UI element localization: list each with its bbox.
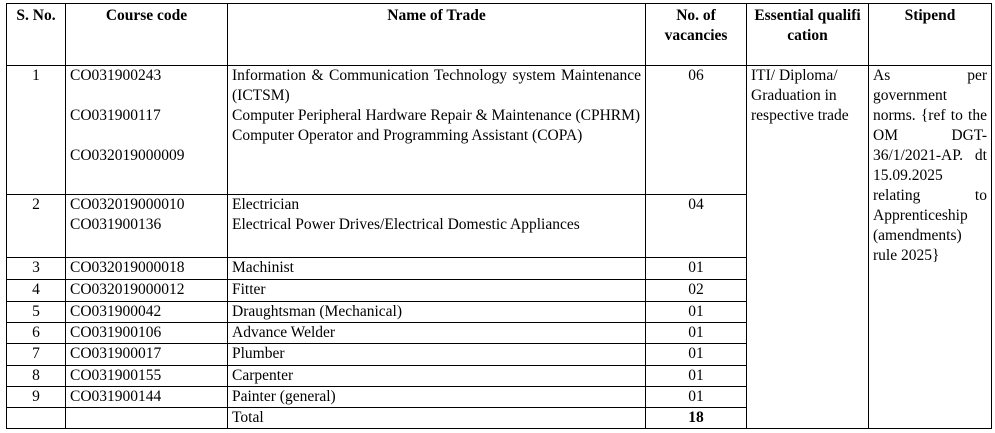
cell-name-of-trade: Draughtsman (Mechanical): [228, 302, 646, 323]
trade-name: Electrician: [232, 196, 300, 213]
cell-vacancies: 01: [646, 387, 747, 408]
course-code: CO031900136: [70, 216, 162, 233]
cell-vacancies: 06: [646, 66, 747, 195]
trades-table: [6, 3, 992, 429]
course-code: CO031900243: [70, 67, 162, 84]
cell-course-code: [66, 195, 228, 258]
cell-sno: 6: [7, 323, 66, 344]
course-code: CO031900117: [70, 107, 161, 124]
trade-name: Computer Operator and Programming Assistant (COPA): [232, 127, 583, 144]
cell-sno: 9: [7, 387, 66, 408]
header-course-code: Course code: [66, 4, 228, 66]
total-value: 18: [646, 408, 747, 429]
cell-course-code: CO031900155: [66, 366, 228, 387]
cell-sno: 1: [7, 66, 66, 195]
cell-empty: [7, 408, 66, 429]
cell-course-code: CO031900017: [66, 344, 228, 366]
cell-name-of-trade: [228, 66, 646, 195]
cell-course-code: CO031900106: [66, 323, 228, 344]
cell-course-code: CO031900042: [66, 302, 228, 323]
header-stipend: Stipend: [869, 4, 992, 66]
cell-sno: 8: [7, 366, 66, 387]
header-name-of-trade: Name of Trade: [228, 4, 646, 66]
cell-empty: [66, 408, 228, 429]
cell-vacancies: 01: [646, 323, 747, 344]
cell-course-code: CO032019000012: [66, 280, 228, 302]
header-qualification: Essential qualification: [747, 4, 869, 66]
course-code: CO032019000009: [70, 147, 185, 164]
cell-sno: 5: [7, 302, 66, 323]
cell-vacancies: 04: [646, 195, 747, 258]
trade-name: Computer Peripheral Hardware Repair & Maintenance (CPHRM): [232, 107, 641, 124]
cell-name-of-trade: Carpenter: [228, 366, 646, 387]
header-row: [7, 4, 992, 66]
table-row: [7, 66, 992, 195]
cell-vacancies: 01: [646, 302, 747, 323]
trade-name: Electrical Power Drives/Electrical Domestic Appliances: [232, 216, 580, 233]
course-code: CO032019000010: [70, 196, 185, 213]
cell-course-code: CO031900144: [66, 387, 228, 408]
total-label: Total: [228, 408, 646, 429]
cell-name-of-trade: Plumber: [228, 344, 646, 366]
cell-sno: 3: [7, 258, 66, 280]
cell-vacancies: 02: [646, 280, 747, 302]
cell-name-of-trade: Painter (general): [228, 387, 646, 408]
cell-name-of-trade: Machinist: [228, 258, 646, 280]
trade-name: Information & Communication Technology system Maintenance (ICTSM): [232, 67, 641, 104]
cell-stipend: As per government norms. {ref to the OM DGT-36/1/2021-AP. dt 15.09.2025 relating to Apprenticeship (amendments) rule 2025}: [869, 66, 992, 429]
cell-sno: 4: [7, 280, 66, 302]
cell-vacancies: 01: [646, 366, 747, 387]
cell-name-of-trade: [228, 195, 646, 258]
cell-sno: 7: [7, 344, 66, 366]
header-vacancies: No. of vacancies: [646, 4, 747, 66]
cell-name-of-trade: Fitter: [228, 280, 646, 302]
cell-vacancies: 01: [646, 258, 747, 280]
cell-course-code: [66, 66, 228, 195]
cell-course-code: CO032019000018: [66, 258, 228, 280]
cell-sno: 2: [7, 195, 66, 258]
cell-vacancies: 01: [646, 344, 747, 366]
cell-name-of-trade: Advance Welder: [228, 323, 646, 344]
cell-qualification: ITI/ Diploma/ Graduation in respective trade: [747, 66, 869, 429]
header-sno: S. No.: [7, 4, 66, 66]
